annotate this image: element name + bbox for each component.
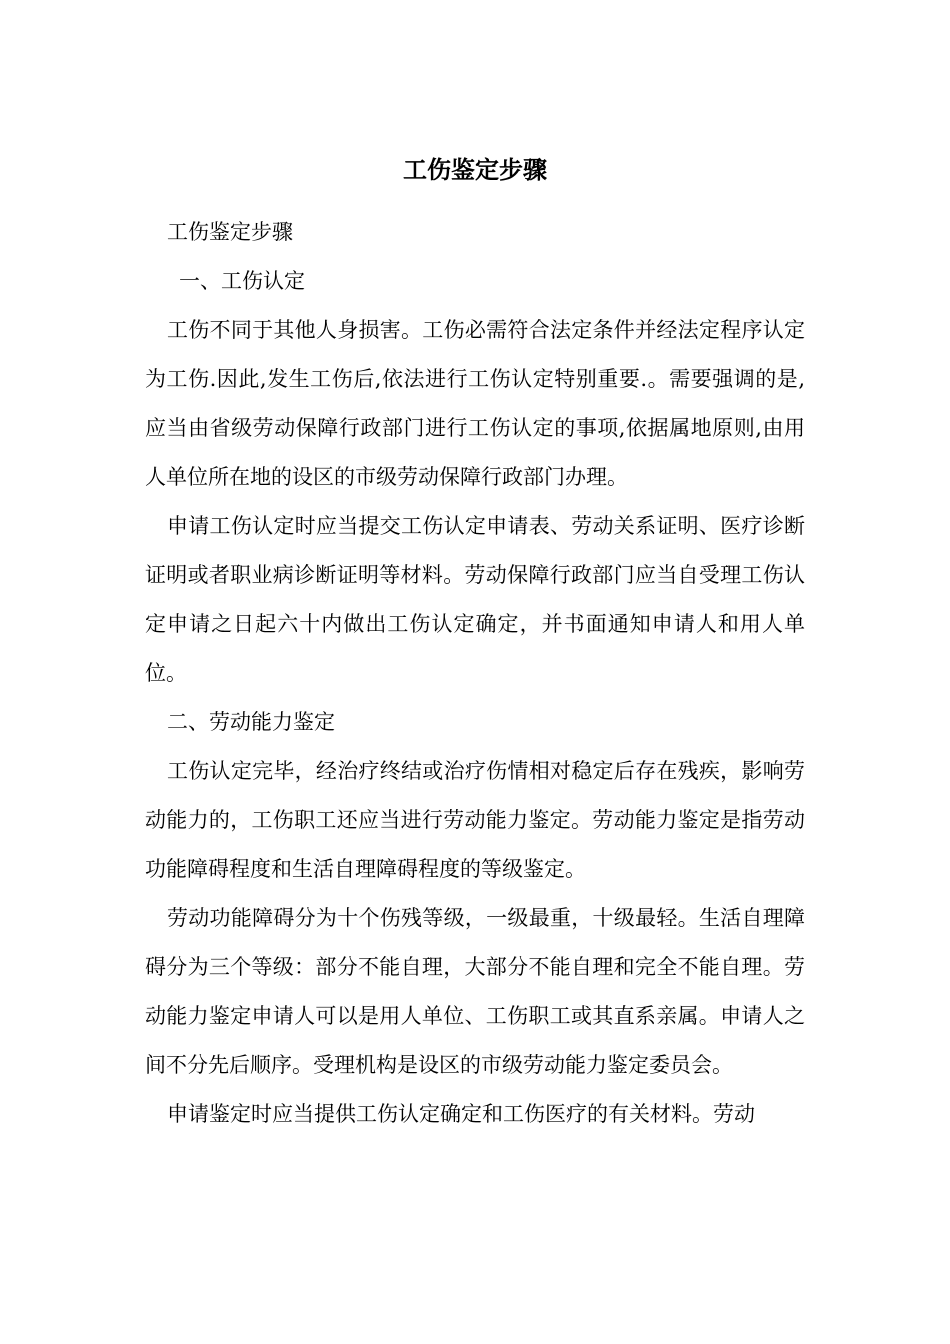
document-title: 工伤鉴定步骤 <box>403 155 547 184</box>
section-heading-work-injury-identification: 一、工伤认定 <box>179 269 305 293</box>
paragraph: 工伤认定完毕，经治疗终结或治疗伤情相对稳定后存在残疾，影响劳动能力的，工伤职工还应当进行劳动能力鉴定。劳动能力鉴定是指劳动功能障碍程度和生活自理障碍程度的等级鉴定。 <box>145 759 805 881</box>
paragraph: 劳动功能障碍分为十个伤残等级，一级最重，十级最轻。生活自理障碍分为三个等级：部分不能自理，大部分不能自理和完全不能自理。劳动能力鉴定申请人可以是用人单位、工伤职工或其直系亲属。申请人之间不分先后顺序。受理机构是设区的市级劳动能力鉴定委员会。 <box>145 906 805 1077</box>
paragraph: 申请工伤认定时应当提交工伤认定申请表、劳动关系证明、医疗诊断证明或者职业病诊断证明等材料。劳动保障行政部门应当自受理工伤认定申请之日起六十内做出工伤认定确定，并书面通知申请人和用人单位。 <box>145 514 805 685</box>
paragraph: 工伤不同于其他人身损害。工伤必需符合法定条件并经法定程序认定为工伤.因此,发生工伤后,依法进行工伤认定特别重要.。需要强调的是,应当由省级劳动保障行政部门进行工伤认定的事项,依据属地原则,由用人单位所在地的设区的市级劳动保障行政部门办理。 <box>145 318 805 489</box>
document-page <box>145 150 805 1139</box>
section-heading-labor-capacity-assessment: 二、劳动能力鉴定 <box>167 710 335 734</box>
document-subtitle: 工伤鉴定步骤 <box>167 220 293 244</box>
paragraph: 申请鉴定时应当提供工伤认定确定和工伤医疗的有关材料。劳动 <box>167 1102 755 1126</box>
